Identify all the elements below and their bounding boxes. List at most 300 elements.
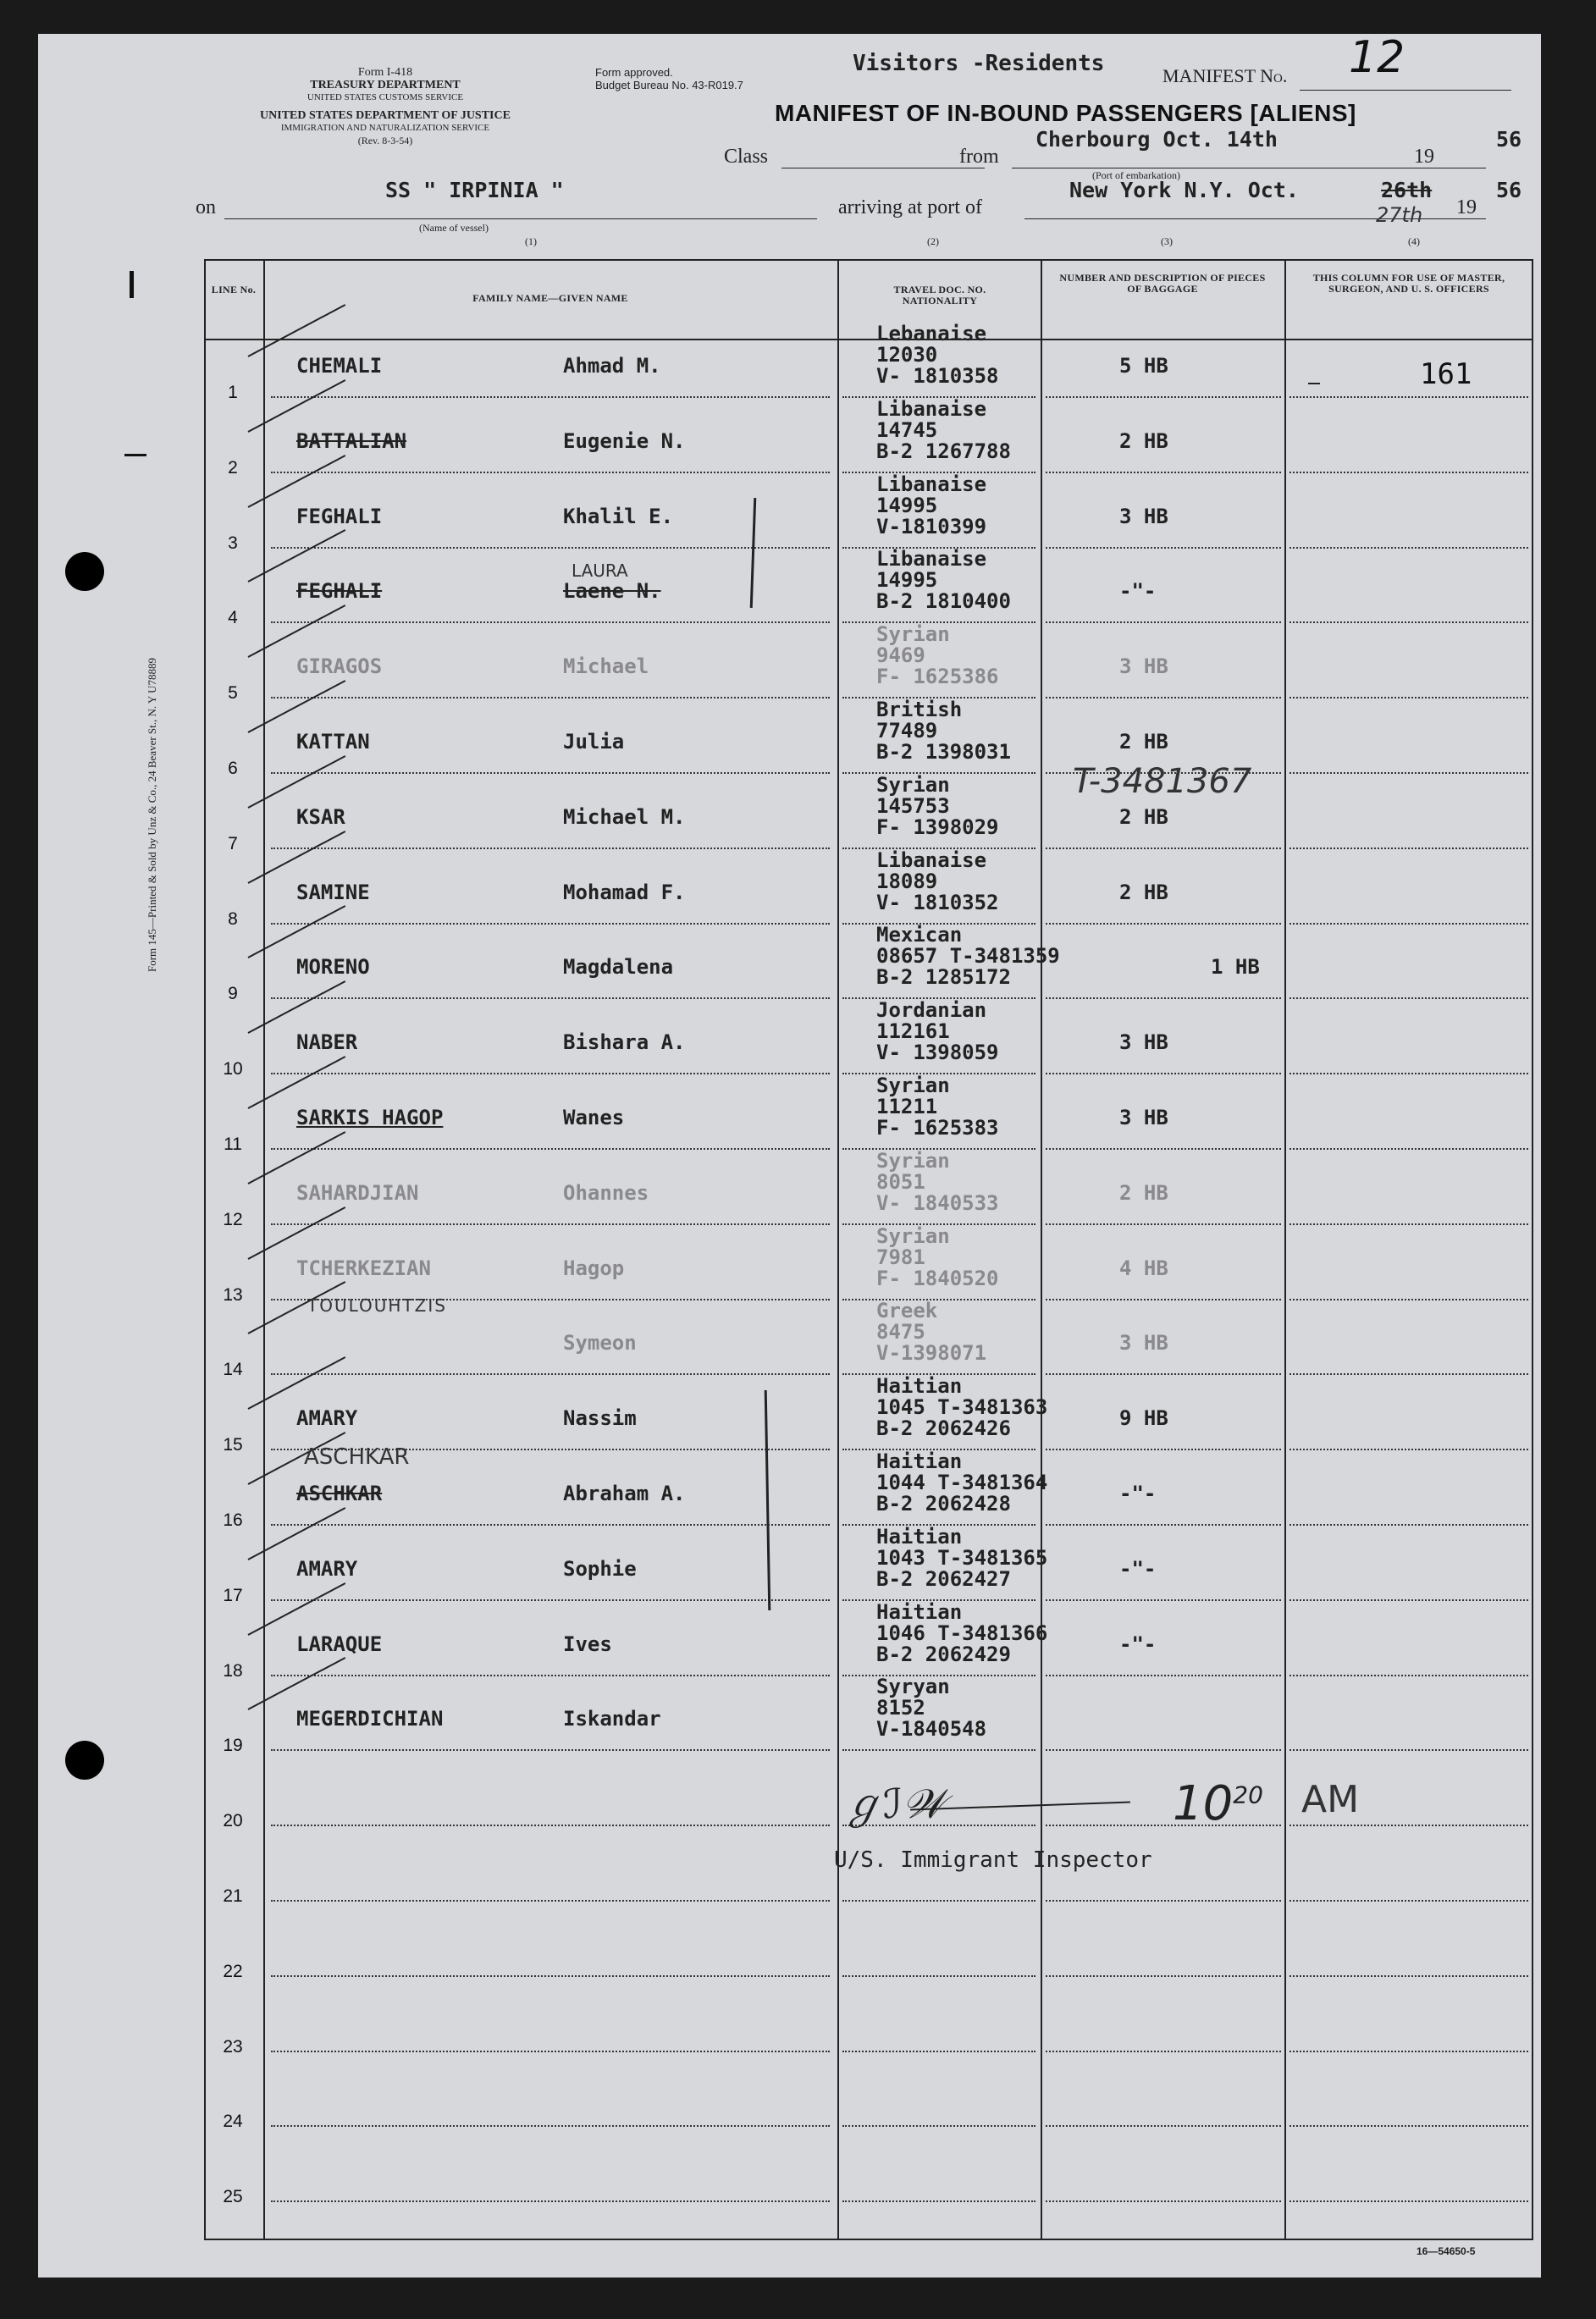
officers-dotted-line: [1290, 1148, 1528, 1150]
caption-2: (2): [927, 235, 939, 247]
table-row: [38, 1374, 1541, 1466]
from-year-value: 56: [1496, 127, 1522, 152]
baggage-dotted-line: [1046, 1299, 1281, 1300]
table-row: [38, 547, 1541, 639]
officers-dotted-line: [1290, 697, 1528, 698]
travel-doc-nat: Greek: [876, 1299, 938, 1323]
caption-1: (1): [525, 235, 537, 247]
travel-doc-doc-no: 8475: [876, 1320, 925, 1344]
travel-doc-doc-no: 14995: [876, 568, 938, 593]
line-number: 5: [228, 683, 238, 704]
travel-doc-doc-no: 145753: [876, 793, 950, 818]
baggage: 2 HB: [1119, 1180, 1168, 1205]
table-row: [38, 322, 1541, 414]
name-dotted-line: [271, 1524, 830, 1526]
baggage-dotted-line: [1046, 1599, 1281, 1601]
officers-dotted-line: [1290, 923, 1528, 925]
vessel-name: SS " IRPINIA ": [385, 178, 564, 202]
class-typed: Visitors -Residents: [853, 51, 1105, 76]
family-name: GIRAGOS: [296, 654, 383, 679]
baggage-dotted-line: [1046, 2125, 1281, 2127]
vessel-caption: (Name of vessel): [419, 222, 489, 234]
travel-doc-nat: Libanaise: [876, 848, 987, 872]
table-row: [38, 396, 1541, 489]
travel-doc-visa: B-2 2062426: [876, 1416, 1011, 1441]
table-row: [38, 1074, 1541, 1166]
baggage-dotted-line: [1046, 396, 1281, 398]
line-number: 22: [223, 1961, 243, 1981]
travel-doc-doc-no: 8152: [876, 1696, 925, 1720]
baggage-dotted-line: [1046, 1675, 1281, 1676]
line-number: 1: [228, 383, 238, 402]
table-row: [38, 472, 1541, 565]
travel-doc-doc-no: 1046 T-3481366: [876, 1621, 1048, 1645]
name-dotted-line: [271, 1373, 830, 1375]
family-name: SAHARDJIAN: [296, 1180, 419, 1205]
family-name: MORENO: [296, 955, 370, 980]
travel-doc-doc-no: 08657 T-3481359: [876, 944, 1060, 969]
line-number: 14: [223, 1360, 243, 1380]
caption-3: (3): [1161, 235, 1173, 247]
officers-dotted-line: [1290, 2200, 1528, 2202]
travel-doc-visa: V- 1398059: [876, 1041, 999, 1065]
port-embark-caption: (Port of embarkation): [1092, 169, 1180, 181]
travel-doc-visa: B-2 1810400: [876, 589, 1011, 614]
baggage-dotted-line: [1046, 1073, 1281, 1074]
doc-dotted-line: [842, 1900, 1035, 1902]
family-name: FEGHALI: [296, 504, 383, 528]
line-number: 16: [223, 1510, 243, 1530]
travel-doc-nat: Syrian: [876, 1223, 950, 1248]
travel-doc-visa: F- 1398029: [876, 814, 999, 839]
travel-doc-nat: Jordanian: [876, 998, 987, 1023]
table-row: [38, 1599, 1541, 1692]
doc-dotted-line: [842, 1975, 1035, 1977]
baggage-dotted-line: [1046, 923, 1281, 925]
baggage: 2 HB: [1119, 730, 1168, 754]
travel-doc-nat: British: [876, 698, 963, 721]
side-printer-text: Form 145—Printed & Sold by Unz & Co., 24 Beaver St., N. Y U78889: [146, 658, 158, 972]
arrival-crossed: 26th: [1381, 178, 1433, 202]
line-number: 21: [223, 1886, 243, 1906]
travel-doc-nat: Libanaise: [876, 472, 987, 496]
travel-doc: [876, 1524, 1080, 1591]
col-header-line-no: LINE No.: [211, 284, 257, 295]
family-name: LARAQUE: [296, 1632, 383, 1656]
travel-doc-visa: V- 1810358: [876, 364, 999, 388]
class-label: Class: [724, 146, 769, 168]
name-dotted-line: [271, 547, 830, 549]
table-row: [38, 1993, 1541, 2068]
officers-dotted-line: [1290, 621, 1528, 623]
family-name: SAMINE: [296, 880, 370, 904]
baggage-dotted-line: [1046, 1223, 1281, 1225]
arrival-value: New York N.Y. Oct.: [1069, 178, 1299, 202]
travel-doc-visa: V-1840548: [876, 1717, 987, 1742]
family-name: TCHERKEZIAN: [296, 1256, 431, 1280]
name-dotted-line: [271, 1749, 830, 1751]
travel-doc-nat: Syrian: [876, 622, 950, 647]
name-dotted-line: [271, 621, 830, 623]
baggage-dotted-line: [1046, 1373, 1281, 1375]
form-rev: (Rev. 8-3-54): [357, 135, 413, 146]
officers-dotted-line: [1290, 1749, 1528, 1751]
officers-dotted-line: [1290, 2051, 1528, 2052]
family-name: KSAR: [296, 804, 345, 829]
toulouhtzis-annotation: TOULOUHTZIS: [307, 1295, 447, 1316]
given-name: Wanes: [563, 1106, 625, 1129]
baggage-dotted-line: [1046, 997, 1281, 999]
table-row: [38, 1524, 1541, 1617]
travel-doc: [876, 1599, 1080, 1666]
name-dotted-line: [271, 2051, 830, 2052]
baggage: 3 HB: [1119, 1030, 1168, 1055]
family-name: ASCHKAR: [296, 1482, 383, 1505]
given-name: Ohannes: [563, 1180, 649, 1205]
officers-dotted-line: [1290, 1449, 1528, 1450]
footer-code: 16—54650-5: [1417, 2245, 1476, 2257]
travel-doc: [876, 699, 1080, 763]
from-year-label: 19: [1414, 146, 1434, 168]
baggage-dotted-line: [1046, 1900, 1281, 1902]
officers-dotted-line: [1290, 1223, 1528, 1225]
line-number: 12: [223, 1209, 243, 1229]
travel-doc: [876, 1451, 1080, 1515]
officers-dotted-line: [1290, 472, 1528, 473]
table-row: [38, 998, 1541, 1090]
officers-dotted-line: [1290, 1975, 1528, 1977]
manifest-number: 12: [1349, 32, 1405, 83]
baggage-dotted-line: [1046, 1524, 1281, 1526]
name-dotted-line: [271, 396, 830, 398]
family-name: KATTAN: [296, 730, 370, 754]
baggage: -"-: [1119, 1632, 1157, 1656]
line-number: 6: [228, 759, 238, 778]
table-row: [38, 1449, 1541, 1542]
col-header-baggage: NUMBER AND DESCRIPTION OF PIECES OF BAGGAGE: [1059, 272, 1266, 295]
officers-dotted-line: [1290, 1373, 1528, 1375]
travel-doc-doc-no: 9469: [876, 643, 925, 668]
officers-dotted-line: [1290, 2125, 1528, 2127]
travel-doc-visa: V- 1810352: [876, 890, 999, 914]
given-name: Khalil E.: [563, 504, 674, 528]
line-number: 3: [228, 533, 238, 553]
given-name: Julia: [563, 730, 625, 754]
time-value: 10: [1173, 1776, 1234, 1831]
travel-doc-doc-no: 14995: [876, 493, 938, 517]
arrival-year-label: 19: [1456, 196, 1477, 218]
baggage: 3 HB: [1119, 1331, 1168, 1356]
baggage-dotted-line: [1046, 697, 1281, 698]
travel-doc-doc-no: 14745: [876, 417, 938, 442]
name-dotted-line: [271, 1675, 830, 1676]
table-row: [38, 1918, 1541, 1993]
travel-doc: [876, 1148, 1080, 1215]
name-dotted-line: [271, 2125, 830, 2127]
travel-doc-doc-no: 1044 T-3481364: [876, 1471, 1048, 1494]
line-number: 23: [223, 2036, 243, 2057]
name-dotted-line: [271, 848, 830, 849]
officers-dotted-line: [1290, 1073, 1528, 1074]
table-row: [38, 2143, 1541, 2218]
doc-dotted-line: [842, 2051, 1035, 2052]
table-row: [38, 1675, 1541, 1767]
travel-doc-nat: Lebanaise: [876, 322, 987, 345]
travel-doc-nat: Haitian: [876, 1524, 963, 1549]
travel-doc: [876, 396, 1080, 463]
table-row: [38, 1842, 1541, 1918]
baggage: -"-: [1119, 1482, 1157, 1505]
family-name: BATTALIAN: [296, 428, 407, 453]
baggage: 2 HB: [1119, 804, 1168, 829]
baggage: 2 HB: [1119, 880, 1168, 904]
baggage-dotted-line: [1046, 1749, 1281, 1751]
officers-dotted-line: [1290, 1825, 1528, 1826]
baggage: 5 HB: [1119, 354, 1168, 378]
line-number: 13: [223, 1284, 243, 1305]
travel-doc-nat: Haitian: [876, 1449, 963, 1473]
name-dotted-line: [271, 923, 830, 925]
travel-doc: [876, 474, 1080, 538]
line-number: 24: [223, 2112, 243, 2132]
travel-doc-nat: Mexican: [876, 923, 963, 947]
travel-doc: [876, 1075, 1080, 1139]
doc-dotted-line: [842, 1299, 1035, 1300]
officers-dotted-line: [1290, 848, 1528, 849]
family-name: FEGHALI: [296, 579, 383, 604]
manifest-sheet: [38, 34, 1541, 2278]
given-name: Ahmad M.: [563, 354, 661, 378]
family-name: MEGERDICHIAN: [296, 1707, 444, 1731]
arriving-label: arriving at port of: [838, 196, 982, 218]
from-value: Cherbourg Oct. 14th: [1035, 127, 1278, 152]
line-number: 4: [228, 608, 238, 628]
aschkar-annotation: ASCHKAR: [304, 1444, 410, 1470]
name-dotted-line: [271, 472, 830, 473]
line-number: 19: [223, 1736, 243, 1756]
doc-dotted-line: [842, 2125, 1035, 2127]
name-dotted-line: [271, 1825, 830, 1826]
given-name: Nassim: [563, 1406, 637, 1431]
officers-dotted-line: [1290, 1675, 1528, 1676]
baggage: -"-: [1119, 579, 1157, 604]
travel-doc-visa: V-1398071: [876, 1341, 987, 1366]
baggage-dotted-line: [1046, 1148, 1281, 1150]
travel-doc: [876, 323, 1080, 387]
form-approved-line: Form approved.: [595, 66, 673, 79]
col-header-travel-doc: TRAVEL DOC. NO. NATIONALITY: [893, 284, 986, 306]
line-number: 9: [228, 984, 238, 1004]
given-name: Magdalena: [563, 955, 674, 980]
baggage-dotted-line: [1046, 2200, 1281, 2202]
line-number: 25: [223, 2187, 243, 2207]
name-dotted-line: [271, 697, 830, 698]
travel-doc-doc-no: 11211: [876, 1095, 938, 1118]
travel-doc: [876, 850, 1080, 914]
travel-doc-doc-no: 1045 T-3481363: [876, 1395, 1048, 1420]
travel-doc-visa: B-2 2062429: [876, 1642, 1011, 1666]
travel-doc-doc-no: 77489: [876, 719, 938, 743]
travel-doc: [876, 1000, 1080, 1063]
family-name: AMARY: [296, 1406, 358, 1431]
travel-doc-visa: B-2 1285172: [876, 965, 1011, 990]
given-name: Laene N.: [563, 579, 661, 604]
travel-doc: [876, 1223, 1080, 1290]
col-header-name: FAMILY NAME—GIVEN NAME: [472, 292, 628, 304]
arrival-year-value: 56: [1496, 178, 1522, 202]
given-name: Michael: [563, 654, 649, 679]
baggage: 2 HB: [1119, 428, 1168, 453]
travel-doc-visa: V-1810399: [876, 514, 987, 538]
officer-note: 161: [1420, 357, 1472, 391]
table-row: [38, 698, 1541, 790]
line-number: 10: [223, 1059, 243, 1079]
baggage: 1 HB: [1211, 955, 1260, 980]
form-number: Form I-418: [357, 66, 413, 79]
manifest-no-label: MANIFEST No.: [1162, 65, 1288, 86]
table-row: [38, 1223, 1541, 1317]
name-dotted-line: [271, 1148, 830, 1150]
line-number: 17: [223, 1585, 243, 1605]
travel-doc-visa: B-2 1398031: [876, 740, 1011, 764]
officers-dotted-line: [1290, 997, 1528, 999]
officers-dotted-line: [1290, 1900, 1528, 1902]
inspector-signature: ℊℐ𝒲: [842, 1781, 945, 1828]
travel-doc: [876, 772, 1080, 839]
table-row: [38, 923, 1541, 1015]
line-number: 20: [223, 1811, 243, 1831]
travel-doc-nat: Syrian: [876, 1074, 950, 1097]
officers-dotted-line: [1290, 547, 1528, 549]
given-name: Michael M.: [563, 804, 686, 829]
baggage-dotted-line: [1046, 547, 1281, 549]
travel-doc-nat: Syryan: [876, 1675, 950, 1699]
ins: IMMIGRATION AND NATURALIZATION SERVICE: [280, 123, 490, 133]
am-annotation: AM: [1301, 1778, 1360, 1821]
name-dotted-line: [271, 1599, 830, 1601]
given-name: Iskandar: [563, 1707, 661, 1731]
travel-doc-visa: V- 1840533: [876, 1190, 999, 1215]
travel-doc-visa: F- 1840520: [876, 1266, 999, 1290]
baggage-dotted-line: [1046, 1449, 1281, 1450]
travel-doc: [876, 925, 1080, 988]
travel-doc: [876, 1376, 1080, 1439]
officers-dotted-line: [1290, 396, 1528, 398]
baggage: 3 HB: [1119, 1106, 1168, 1129]
table-top-border: [204, 259, 1533, 261]
baggage: 3 HB: [1119, 504, 1168, 528]
travel-doc-nat: Haitian: [876, 1599, 963, 1624]
travel-doc-nat: Syrian: [876, 772, 950, 797]
doj: UNITED STATES DEPARTMENT OF JUSTICE: [260, 109, 511, 122]
travel-doc: [876, 1676, 1080, 1740]
family-name: CHEMALI: [296, 354, 383, 378]
officers-dotted-line: [1290, 772, 1528, 774]
doc-dotted-line: [842, 2200, 1035, 2202]
travel-doc-doc-no: 18089: [876, 869, 938, 893]
name-dotted-line: [271, 1223, 830, 1225]
manifest-title: MANIFEST OF IN-BOUND PASSENGERS [ALIENS]: [775, 100, 1356, 126]
given-name: Symeon: [563, 1331, 637, 1356]
given-name: Eugenie N.: [563, 428, 686, 453]
travel-doc-doc-no: 1043 T-3481365: [876, 1545, 1048, 1570]
line-number: 8: [228, 908, 238, 929]
line-number: 11: [224, 1135, 242, 1154]
table-bottom-border: [204, 2239, 1533, 2240]
travel-doc-visa: F- 1625383: [876, 1116, 999, 1140]
travel-doc: [876, 624, 1080, 687]
baggage-dotted-line: [1046, 1975, 1281, 1977]
travel-doc-visa: B-2 2062427: [876, 1566, 1011, 1591]
travel-doc: [876, 1300, 1080, 1364]
budget-bureau: Budget Bureau No. 43-R019.7: [595, 79, 743, 91]
family-name: AMARY: [296, 1556, 358, 1581]
time-annotation: [1173, 1776, 1263, 1831]
travel-doc-doc-no: 7981: [876, 1245, 925, 1269]
officers-dotted-line: [1290, 1524, 1528, 1526]
baggage-dotted-line: [1046, 2051, 1281, 2052]
from-label: from: [959, 146, 999, 168]
line-number: 15: [223, 1435, 243, 1455]
family-name: SARKIS HAGOP: [296, 1106, 444, 1129]
travel-doc-nat: Libanaise: [876, 547, 987, 571]
given-name: Abraham A.: [563, 1482, 686, 1505]
baggage-dotted-line: [1046, 848, 1281, 849]
time-sup: 20: [1233, 1781, 1263, 1809]
travel-doc-visa: B-2 1267788: [876, 439, 1011, 463]
on-label: on: [196, 196, 216, 218]
kattan-t-number: T-3481367: [1073, 762, 1252, 801]
table-row: [38, 848, 1541, 941]
given-name: Ives: [563, 1632, 612, 1656]
travel-doc-nat: Libanaise: [876, 396, 987, 421]
line-number: 18: [223, 1660, 243, 1681]
family-name: NABER: [296, 1030, 358, 1055]
baggage: 4 HB: [1119, 1256, 1168, 1280]
officers-dotted-line: [1290, 1299, 1528, 1300]
travel-doc-nat: Syrian: [876, 1148, 950, 1173]
laura-annotation: LAURA: [572, 560, 628, 581]
table-row: [38, 1148, 1541, 1241]
given-name: Bishara A.: [563, 1030, 686, 1055]
doc-dotted-line: [842, 1749, 1035, 1751]
arrival-handwritten: 27th: [1376, 203, 1423, 227]
table-row: [38, 2068, 1541, 2143]
caption-4: (4): [1408, 235, 1420, 247]
baggage-dotted-line: [1046, 472, 1281, 473]
given-name: Mohamad F.: [563, 880, 686, 904]
line-number: 7: [228, 833, 238, 853]
travel-doc-nat: Haitian: [876, 1374, 963, 1399]
baggage: -"-: [1119, 1556, 1157, 1581]
officers-dotted-line: [1290, 1599, 1528, 1601]
baggage: 9 HB: [1119, 1406, 1168, 1431]
travel-doc-doc-no: 112161: [876, 1019, 950, 1044]
baggage-dotted-line: [1046, 621, 1281, 623]
baggage: 3 HB: [1119, 654, 1168, 679]
treasury-dept: TREASURY DEPARTMENT: [310, 79, 461, 91]
inspector-label: U/S. Immigrant Inspector: [834, 1847, 1152, 1873]
customs-service: UNITED STATES CUSTOMS SERVICE: [306, 92, 464, 102]
travel-doc: [876, 549, 1080, 612]
name-dotted-line: [271, 772, 830, 774]
col-header-officers: THIS COLUMN FOR USE OF MASTER, SURGEON, AND U. S. OFFICERS: [1312, 272, 1505, 295]
given-name: Sophie: [563, 1556, 637, 1581]
name-dotted-line: [271, 1900, 830, 1902]
travel-doc-visa: F- 1625386: [876, 665, 999, 689]
name-dotted-line: [271, 1073, 830, 1074]
table-row: [38, 622, 1541, 715]
